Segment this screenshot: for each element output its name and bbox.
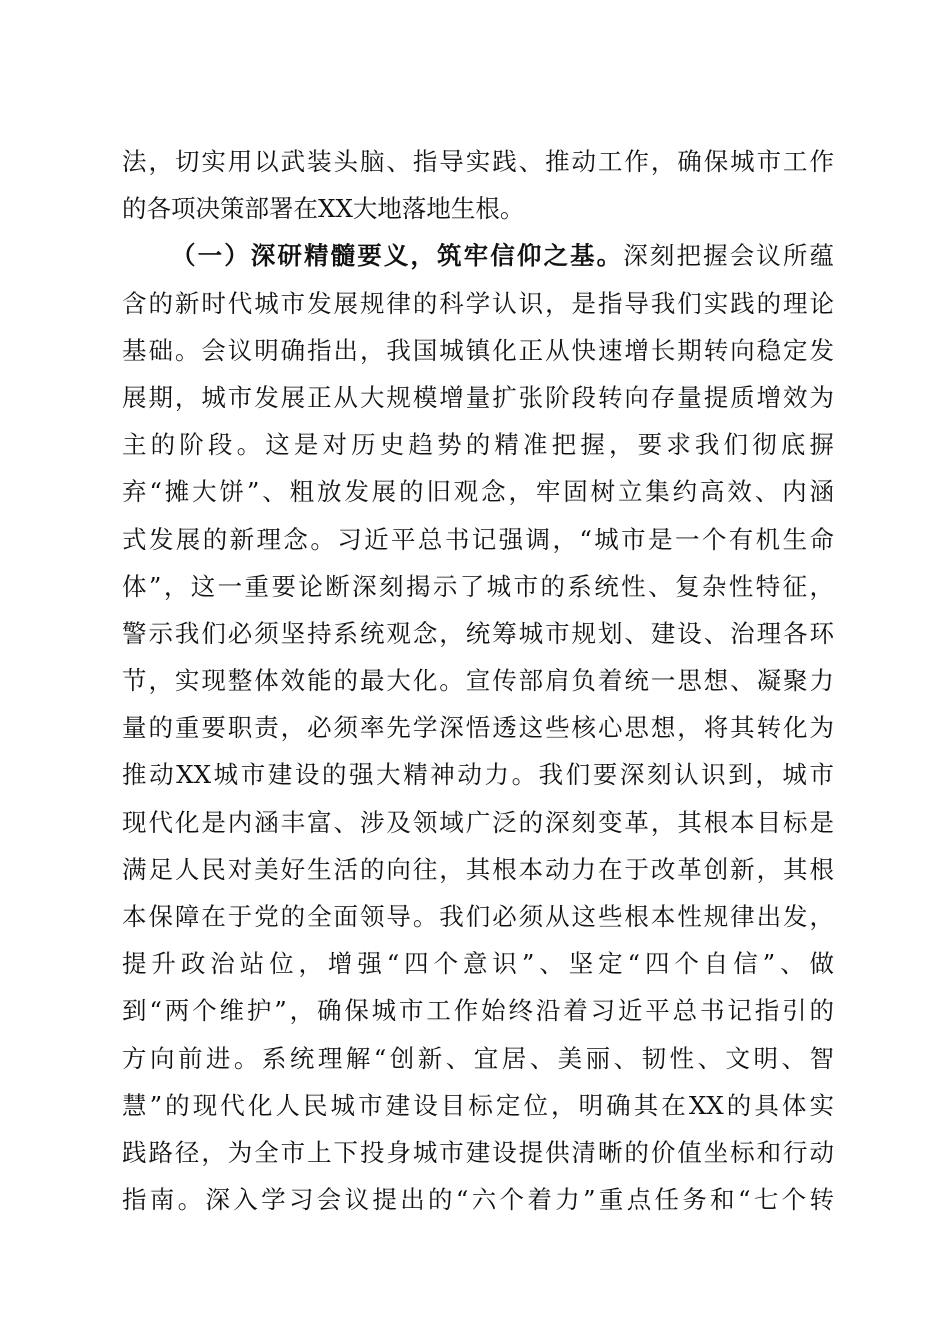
paragraph-2-line: 指南。深入学习会议提出的“六个着力”重点任务和“七个转	[122, 1185, 834, 1215]
paragraph-2-line: 满足人民对美好生活的向往，其根本动力在于改革创新，其根	[122, 854, 834, 884]
paragraph-2-line: 基础。会议明确指出，我国城镇化正从快速增长期转向稳定发	[122, 335, 834, 365]
paragraph-2-line: 体”，这一重要论断深刻揭示了城市的系统性、复杂性特征，	[122, 571, 834, 601]
paragraph-1-line-2: 的各项决策部署在XX大地落地生根。	[122, 194, 525, 224]
paragraph-2-line: 方向前进。系统理解“创新、宜居、美丽、韧性、文明、智	[122, 1043, 834, 1073]
paragraph-2-line: 提升政治站位，增强“四个意识”、坚定“四个自信”、做	[122, 949, 834, 979]
paragraph-2-line: 现代化是内涵丰富、涉及领域广泛的深刻变革，其根本目标是	[122, 807, 834, 837]
paragraph-2-line: 践路径，为全市上下投身城市建设提供清晰的价值坐标和行动	[122, 1137, 834, 1167]
paragraph-2-line: 主的阶段。这是对历史趋势的精准把握，要求我们彻底摒	[122, 430, 834, 460]
paragraph-2-line: 慧”的现代化人民城市建设目标定位，明确其在XX的具体实	[122, 1090, 834, 1120]
paragraph-2-line: 节，实现整体效能的最大化。宣传部肩负着统一思想、凝聚力	[122, 666, 834, 696]
paragraph-2-line: 本保障在于党的全面领导。我们必须从这些根本性规律出发，	[122, 902, 834, 931]
paragraph-2-line: 式发展的新理念。习近平总书记强调，“城市是一个有机生命	[122, 524, 834, 554]
paragraph-1-line-1: 法，切实用以武装头脑、指导实践、推动工作，确保城市工作	[122, 147, 834, 176]
paragraph-2-line: 展期，城市发展正从大规模增量扩张阶段转向存量提质增效为	[122, 382, 834, 412]
section-heading: （一）深研精髓要义，筑牢信仰之基。	[171, 241, 624, 271]
paragraph-2-line-1-text: 深刻把握会议所蕴	[623, 241, 834, 271]
paragraph-2-line: 到“两个维护”，确保城市工作始终沿着习近平总书记指引的	[122, 996, 834, 1026]
paragraph-2-line: 弃“摊大饼”、粗放发展的旧观念，牢固树立集约高效、内涵	[122, 477, 834, 507]
paragraph-2-line: 推动XX城市建设的强大精神动力。我们要深刻认识到，城市	[122, 760, 834, 790]
paragraph-2-line: 量的重要职责，必须率先学深悟透这些核心思想，将其转化为	[122, 713, 834, 743]
document-body	[122, 138, 834, 1223]
paragraph-2-line-1	[122, 232, 834, 279]
paragraph-2-line: 含的新时代城市发展规律的科学认识，是指导我们实践的理论	[122, 288, 834, 318]
paragraph-2-line: 警示我们必须坚持系统观念，统筹城市规划、建设、治理各环	[122, 618, 834, 648]
